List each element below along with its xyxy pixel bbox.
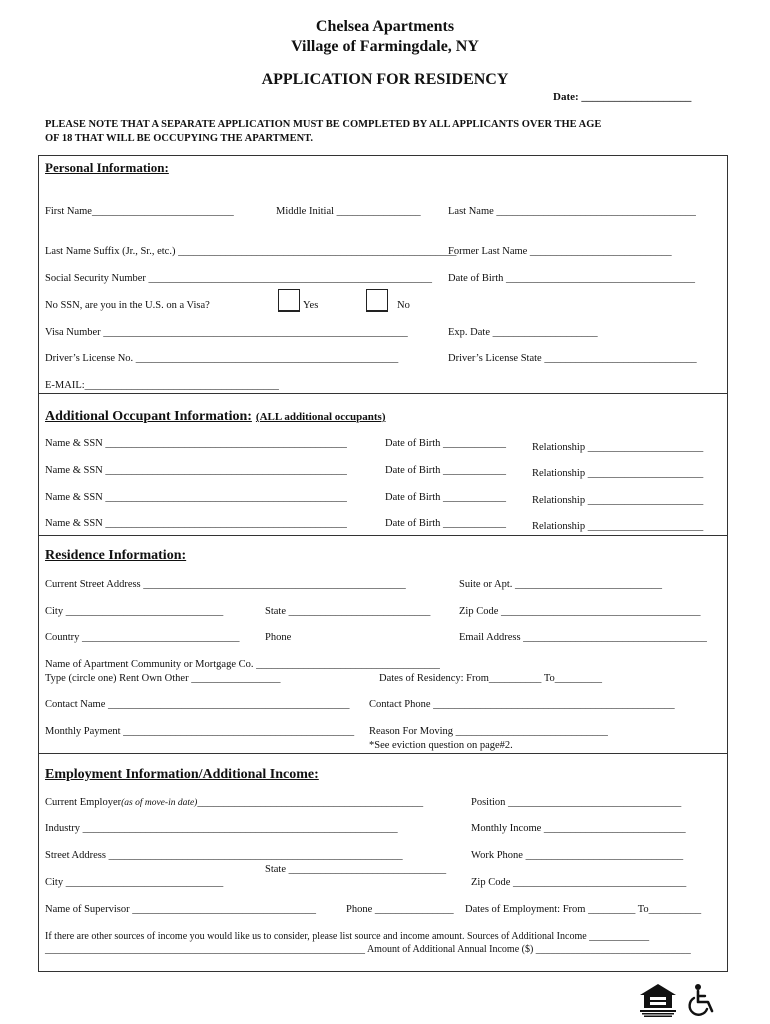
occupant-dob-field[interactable]: Date of Birth ____________ <box>385 438 507 449</box>
occupant-dob-field[interactable]: Date of Birth ____________ <box>385 492 507 503</box>
current-employer-note: (as of move-in date) <box>121 798 198 808</box>
company-name: Chelsea Apartments <box>315 18 455 35</box>
personal-section-title: Personal Information: <box>45 160 169 175</box>
residence-zip-field[interactable]: Zip Code ______________________________________ <box>459 606 701 617</box>
company-location: Village of Farmingdale, NY <box>291 38 479 55</box>
employer-state-field[interactable]: State ______________________________ <box>265 864 447 875</box>
industry-field[interactable]: Industry ____________________________________________________________ <box>45 823 398 834</box>
email-field[interactable]: E-MAIL:_____________________________________ <box>45 380 279 391</box>
equal-housing-opportunity-icon <box>638 982 678 1018</box>
occupant-relationship-field[interactable]: Relationship ______________________ <box>532 468 704 479</box>
occupant-section-title: Additional Occupant Information: <box>45 409 252 424</box>
drivers-license-field[interactable]: Driver’s License No. __________________________________________________ <box>45 353 399 364</box>
occupant-relationship-field[interactable]: Relationship ______________________ <box>532 495 704 506</box>
ssn-field[interactable]: Social Security Number ______________________________________________________ <box>45 273 433 284</box>
residence-suite-field[interactable]: Suite or Apt. ____________________________ <box>459 579 663 590</box>
supervisor-name-field[interactable]: Name of Supervisor ___________________________________ <box>45 904 316 915</box>
occupant-dob-field[interactable]: Date of Birth ____________ <box>385 518 507 529</box>
residence-city-field[interactable]: City ______________________________ <box>45 606 224 617</box>
eviction-note: *See eviction question on page#2. <box>369 740 513 751</box>
visa-yes-checkbox[interactable] <box>278 289 300 312</box>
residence-type-field[interactable]: Type (circle one) Rent Own Other _________________ <box>45 673 281 684</box>
occupant-section-header <box>45 407 386 425</box>
employment-dates-field[interactable]: Dates of Employment: From _________ To__________ <box>465 904 702 915</box>
visa-no-label: No <box>397 300 410 311</box>
residence-street-field[interactable]: Current Street Address __________________________________________________ <box>45 579 406 590</box>
visa-exp-date-field[interactable]: Exp. Date ____________________ <box>448 327 598 338</box>
residence-email-field[interactable]: Email Address ___________________________________ <box>459 632 707 643</box>
monthly-income-field[interactable]: Monthly Income ___________________________ <box>471 823 686 834</box>
work-phone-field[interactable]: Work Phone ______________________________ <box>471 850 684 861</box>
residence-dates-field[interactable]: Dates of Residency: From__________ To_________ <box>379 673 603 684</box>
occupant-section-subtitle: (ALL additional occupants) <box>255 411 386 423</box>
occupant-name-ssn-field[interactable]: Name & SSN ______________________________________________ <box>45 438 347 449</box>
date-field[interactable]: Date: ____________________ <box>553 91 692 103</box>
employer-zip-field[interactable]: Zip Code _________________________________ <box>471 877 687 888</box>
occupant-relationship-field[interactable]: Relationship ______________________ <box>532 442 704 453</box>
reason-for-moving-field[interactable]: Reason For Moving _____________________________ <box>369 726 608 737</box>
residence-phone-field[interactable]: Phone <box>265 632 292 643</box>
name-suffix-field[interactable]: Last Name Suffix (Jr., Sr., etc.) _____________________________________________________ <box>45 246 457 257</box>
residence-country-field[interactable]: Country ______________________________ <box>45 632 240 643</box>
page-title: APPLICATION FOR RESIDENCY <box>261 71 509 88</box>
drivers-license-state-field[interactable]: Driver’s License State _____________________________ <box>448 353 697 364</box>
occupant-name-ssn-field[interactable]: Name & SSN ______________________________________________ <box>45 465 347 476</box>
other-income-line-2[interactable]: ________________________________________________________________ Amount of Additional Annual Income ($) _______________________________ <box>45 944 691 955</box>
contact-name-field[interactable]: Contact Name ______________________________________________ <box>45 699 350 710</box>
position-field[interactable]: Position _________________________________ <box>471 797 682 808</box>
last-name-field[interactable]: Last Name ______________________________________ <box>448 206 696 217</box>
dob-field[interactable]: Date of Birth ____________________________________ <box>448 273 696 284</box>
former-last-name-field[interactable]: Former Last Name ___________________________ <box>448 246 672 257</box>
apartment-community-field[interactable]: Name of Apartment Community or Mortgage Co. ___________________________________ <box>45 659 440 670</box>
notice-line-1: PLEASE NOTE THAT A SEPARATE APPLICATION MUST BE COMPLETED BY ALL APPLICANTS OVER THE AGE <box>45 119 602 130</box>
visa-no-checkbox[interactable] <box>366 289 388 312</box>
occupant-name-ssn-field[interactable]: Name & SSN ______________________________________________ <box>45 518 347 529</box>
occupant-name-ssn-field[interactable]: Name & SSN ______________________________________________ <box>45 492 347 503</box>
contact-phone-field[interactable]: Contact Phone ______________________________________________ <box>369 699 675 710</box>
current-employer-label: Current Employer <box>45 797 122 808</box>
residence-state-field[interactable]: State ___________________________ <box>265 606 431 617</box>
occupant-dob-field[interactable]: Date of Birth ____________ <box>385 465 507 476</box>
section-divider <box>38 753 728 754</box>
supervisor-phone-field[interactable]: Phone _______________ <box>346 904 454 915</box>
current-employer-line: ___________________________________________ <box>197 797 424 808</box>
first-name-field[interactable]: First Name___________________________ <box>45 206 234 217</box>
residence-section-title: Residence Information: <box>45 548 187 563</box>
occupant-relationship-field[interactable]: Relationship ______________________ <box>532 521 704 532</box>
section-divider <box>38 535 728 536</box>
current-employer-field[interactable] <box>45 797 423 808</box>
visa-number-field[interactable]: Visa Number __________________________________________________________ <box>45 327 408 338</box>
employment-section-title: Employment Information/Additional Income: <box>45 767 319 782</box>
employer-city-field[interactable]: City ______________________________ <box>45 877 224 888</box>
visa-question: No SSN, are you in the U.S. on a Visa? <box>45 300 210 311</box>
notice-line-2: OF 18 THAT WILL BE OCCUPYING THE APARTMENT. <box>45 133 314 144</box>
monthly-payment-field[interactable]: Monthly Payment ____________________________________________ <box>45 726 355 737</box>
section-divider <box>38 393 728 394</box>
middle-initial-field[interactable]: Middle Initial ________________ <box>276 206 421 217</box>
visa-yes-label: Yes <box>303 300 319 311</box>
wheelchair-icon <box>686 983 718 1017</box>
other-income-line-1[interactable]: If there are other sources of income you would like us to consider, please list source and income amount. Sources of Additional Income ____________ <box>45 931 650 942</box>
employer-street-field[interactable]: Street Address ________________________________________________________ <box>45 850 403 861</box>
